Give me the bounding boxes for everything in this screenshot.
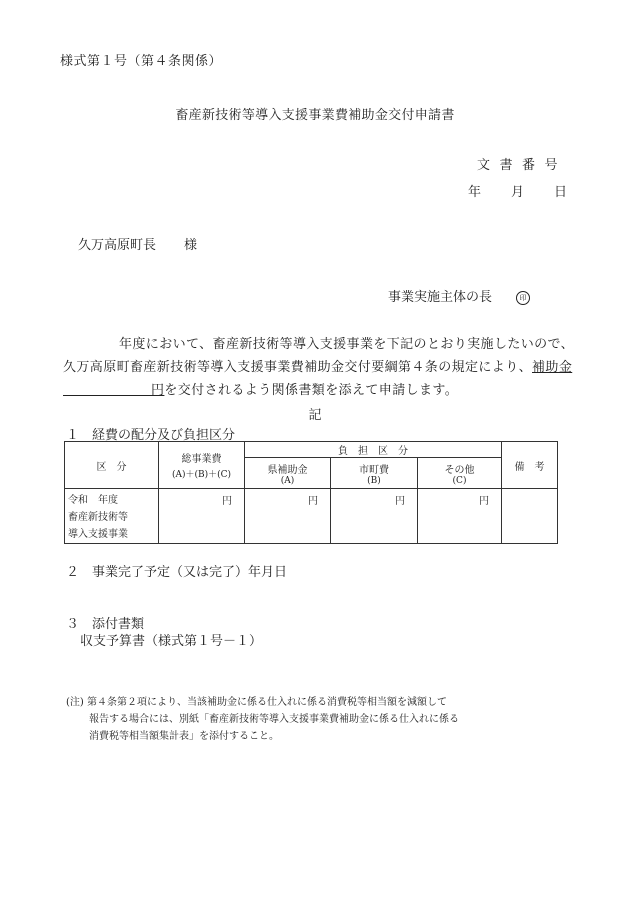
addressee-honorific: 様: [184, 238, 198, 253]
subsidy-yen: 円: [151, 383, 165, 398]
form-number: 様式第１号（第４条関係）: [60, 54, 223, 69]
applicant-label: 事業実施主体の長: [388, 290, 493, 305]
header-pref-sub: (A): [280, 475, 295, 486]
header-total: [159, 442, 245, 489]
note-line3: 消費税等相当額集計表」を添付すること。: [89, 731, 279, 742]
cell-city-yen: 円: [331, 489, 418, 544]
date-line: [468, 181, 567, 200]
header-other-sub: (C): [452, 475, 467, 486]
row-label-line1: 令和 年度: [68, 495, 118, 506]
cell-remarks: [502, 489, 558, 544]
header-city-cost: [331, 458, 418, 489]
row-label-line3: 導入支援事業: [68, 529, 128, 540]
cell-other-yen: 円: [418, 489, 502, 544]
header-total-label: 総事業費: [181, 454, 222, 465]
subsidy-amount-blank: [63, 382, 151, 396]
date-month: 月: [510, 185, 524, 200]
note: [66, 694, 576, 745]
applicant: [388, 286, 530, 305]
section2-heading: ２ 事業完了予定（又は完了）年月日: [66, 565, 288, 580]
header-remarks: 備 考: [502, 442, 558, 489]
header-burden: 負 担 区 分: [245, 442, 502, 458]
row-label: [65, 489, 159, 544]
cell-pref-yen: 円: [245, 489, 331, 544]
date-year: 年: [467, 185, 481, 200]
header-category: 区 分: [65, 442, 159, 489]
document-title: 畜産新技術等導入支援事業費補助金交付申請書: [175, 108, 455, 123]
subsidy-label: 補助金: [532, 360, 573, 375]
note-line2: 報告する場合には、別紙「畜産新技術等導入支援事業費補助金に係る仕入れに係る: [89, 714, 459, 725]
header-other-label: その他: [444, 464, 475, 476]
seal-mark: 印: [516, 291, 530, 305]
addressee-name: 久万高原町長: [78, 238, 157, 253]
row-label-line2: 畜産新技術等: [68, 512, 128, 523]
section1-heading: １ 経費の配分及び負担区分: [66, 428, 236, 443]
section3-heading: ３ 添付書類: [66, 617, 145, 632]
body-part1: 年度において、畜産新技術等導入支援事業を下記のとおり実施したいので、久万高原町畜産新技術等導入支援事業費補助金交付要綱第４条の規定により、: [63, 337, 575, 375]
addressee: [78, 234, 197, 253]
cell-total-yen: 円: [159, 489, 245, 544]
header-pref-subsidy: [245, 458, 331, 489]
application-body: [63, 333, 577, 402]
date-day: 日: [553, 185, 567, 200]
body-part2: を交付されるよう関係書類を添えて申請します。: [164, 383, 459, 398]
note-line1: (注) 第４条第２項により、当該補助金に係る仕入れに係る消費税等相当額を減額して: [66, 697, 447, 708]
expense-table: [64, 441, 558, 544]
header-city-label: 市町費: [359, 464, 389, 476]
attachment-item: 収支予算書（様式第１号－１）: [80, 634, 263, 649]
header-other: [418, 458, 502, 489]
header-total-formula: (A)＋(B)＋(C): [171, 470, 232, 480]
header-city-sub: (B): [367, 475, 381, 486]
document-number-label: 文書番号: [476, 158, 567, 173]
ki-marker: 記: [308, 408, 322, 423]
header-pref-label: 県補助金: [267, 464, 308, 476]
